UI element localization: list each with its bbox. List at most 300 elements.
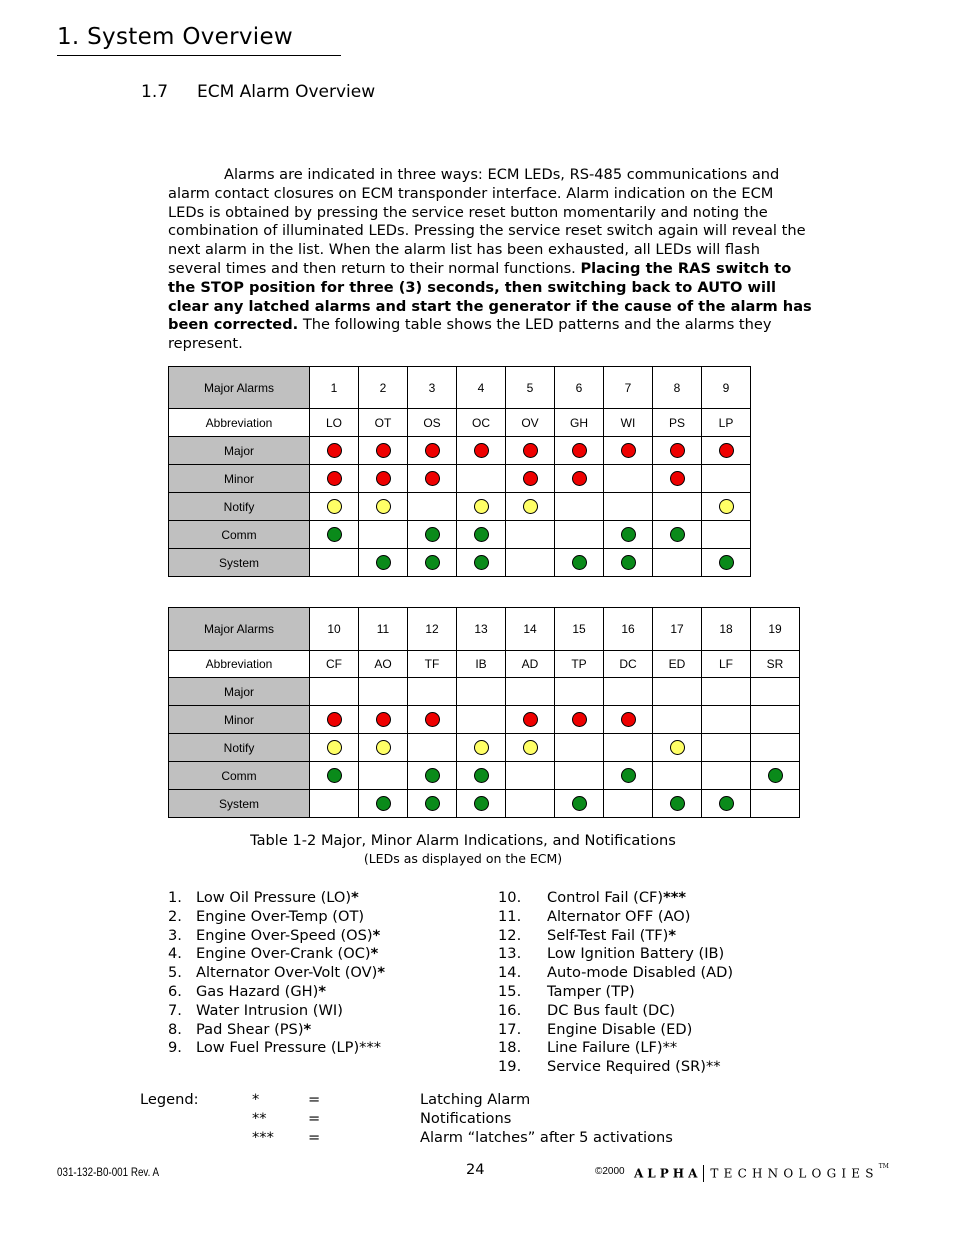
led-cell bbox=[604, 521, 653, 549]
alarm-list-right bbox=[498, 889, 733, 1077]
alarm-list-number: 2. bbox=[168, 907, 182, 925]
led-green-icon bbox=[376, 555, 391, 570]
led-green-icon bbox=[670, 796, 685, 811]
paragraph-bold-text: Placing the RAS switch to the STOP position for three (3) seconds, then switching back to AUTO will clear any latched alarms and start the generator if the cause of the alarm has been corrected. bbox=[168, 259, 812, 334]
alarm-list-item bbox=[168, 889, 385, 908]
alarm-number: 1 bbox=[310, 367, 359, 409]
led-cell bbox=[555, 678, 604, 706]
led-yellow-icon bbox=[474, 740, 489, 755]
alarm-number: 19 bbox=[751, 608, 800, 651]
alarm-number: 3 bbox=[408, 367, 457, 409]
led-red-icon bbox=[523, 443, 538, 458]
led-green-icon bbox=[768, 768, 783, 783]
alarm-list-item bbox=[168, 1021, 385, 1040]
led-cell bbox=[653, 521, 702, 549]
alarm-list-text: DC Bus fault (DC) bbox=[547, 1001, 676, 1019]
alarm-abbreviation: ED bbox=[653, 651, 702, 678]
led-cell bbox=[702, 521, 751, 549]
alarm-list-mark: * bbox=[372, 926, 381, 944]
alarm-list-number: 18. bbox=[498, 1039, 522, 1057]
alarm-abbreviation: IB bbox=[457, 651, 506, 678]
led-cell bbox=[408, 465, 457, 493]
table-caption-subtitle: (LEDs as displayed on the ECM) bbox=[363, 851, 563, 866]
alarm-list-item bbox=[498, 945, 733, 964]
abbreviation-label: Abbreviation bbox=[169, 651, 310, 678]
led-cell bbox=[653, 706, 702, 734]
alarm-number: 8 bbox=[653, 367, 702, 409]
led-cell bbox=[604, 465, 653, 493]
alarm-abbreviation: LP bbox=[702, 409, 751, 437]
row-label-system: System bbox=[169, 549, 310, 577]
alarm-list-mark: ** bbox=[662, 1039, 678, 1057]
alarm-list-mark: *** bbox=[359, 1039, 382, 1057]
led-cell bbox=[408, 493, 457, 521]
section-title: ECM Alarm Overview bbox=[197, 82, 376, 102]
alarm-list-number: 7. bbox=[168, 1001, 182, 1019]
row-label-major: Major bbox=[169, 678, 310, 706]
led-cell bbox=[653, 437, 702, 465]
alarm-abbreviation: TF bbox=[408, 651, 457, 678]
led-cell bbox=[408, 762, 457, 790]
led-cell bbox=[604, 762, 653, 790]
led-cell bbox=[653, 678, 702, 706]
led-cell bbox=[702, 549, 751, 577]
alarm-number: 5 bbox=[506, 367, 555, 409]
led-yellow-icon bbox=[327, 499, 342, 514]
led-cell bbox=[506, 493, 555, 521]
led-cell bbox=[359, 521, 408, 549]
led-cell bbox=[702, 678, 751, 706]
alarm-list-left bbox=[168, 889, 385, 1058]
led-green-icon bbox=[474, 796, 489, 811]
row-label-notify: Notify bbox=[169, 493, 310, 521]
led-cell bbox=[408, 521, 457, 549]
alarm-number: 10 bbox=[310, 608, 359, 651]
led-cell bbox=[604, 706, 653, 734]
legend-symbol: ** bbox=[252, 1109, 267, 1127]
led-cell bbox=[310, 678, 359, 706]
alarm-list-number: 8. bbox=[168, 1020, 182, 1038]
alarm-list-mark: * bbox=[303, 1020, 312, 1038]
led-cell bbox=[457, 790, 506, 818]
alarm-list-item bbox=[498, 889, 733, 908]
header-label: Major Alarms bbox=[169, 367, 310, 409]
led-cell bbox=[457, 706, 506, 734]
led-cell bbox=[751, 762, 800, 790]
alarm-abbreviation: AD bbox=[506, 651, 555, 678]
led-cell bbox=[653, 549, 702, 577]
alarm-list-text: Engine Over-Speed (OS) bbox=[196, 926, 373, 944]
led-green-icon bbox=[425, 768, 440, 783]
alarm-abbreviation: SR bbox=[751, 651, 800, 678]
alarm-list-text: Low Oil Pressure (LO) bbox=[196, 889, 352, 906]
led-cell bbox=[506, 678, 555, 706]
legend-meaning: Notifications bbox=[420, 1109, 512, 1127]
led-cell bbox=[555, 437, 604, 465]
led-cell bbox=[359, 493, 408, 521]
alarm-number: 9 bbox=[702, 367, 751, 409]
led-cell bbox=[506, 521, 555, 549]
led-cell bbox=[555, 521, 604, 549]
alarm-number: 16 bbox=[604, 608, 653, 651]
led-green-icon bbox=[327, 527, 342, 542]
led-yellow-icon bbox=[523, 499, 538, 514]
led-cell bbox=[702, 762, 751, 790]
alarm-number: 14 bbox=[506, 608, 555, 651]
led-green-icon bbox=[425, 527, 440, 542]
table-caption: Table 1-2 Major, Minor Alarm Indications, and Notifications bbox=[250, 832, 676, 849]
led-cell bbox=[457, 678, 506, 706]
led-cell bbox=[310, 465, 359, 493]
alarm-table-1 bbox=[168, 366, 751, 577]
legend-label: Legend: bbox=[140, 1091, 199, 1108]
led-red-icon bbox=[523, 471, 538, 486]
alarm-abbreviation: WI bbox=[604, 409, 653, 437]
alarm-table-2 bbox=[168, 607, 800, 818]
legend-equals: = bbox=[308, 1091, 321, 1108]
led-cell bbox=[604, 790, 653, 818]
led-cell bbox=[751, 734, 800, 762]
led-cell bbox=[310, 521, 359, 549]
led-cell bbox=[506, 437, 555, 465]
alarm-abbreviation: CF bbox=[310, 651, 359, 678]
alarm-list-text: Line Failure (LF) bbox=[547, 1039, 663, 1057]
led-yellow-icon bbox=[376, 740, 391, 755]
alarm-list-text: Gas Hazard (GH) bbox=[196, 982, 319, 1000]
led-red-icon bbox=[425, 471, 440, 486]
alarm-list-text: Low Ignition Battery (IB) bbox=[547, 945, 725, 963]
alarm-list-item bbox=[498, 983, 733, 1002]
intro-paragraph bbox=[168, 166, 813, 354]
alarm-number: 2 bbox=[359, 367, 408, 409]
led-cell bbox=[457, 762, 506, 790]
alarm-number: 7 bbox=[604, 367, 653, 409]
row-label-minor: Minor bbox=[169, 465, 310, 493]
alarm-list-item bbox=[168, 964, 385, 983]
alarm-list-number: 3. bbox=[168, 926, 182, 944]
alarm-list-text: Water Intrusion (WI) bbox=[196, 1001, 343, 1019]
led-cell bbox=[702, 465, 751, 493]
led-yellow-icon bbox=[670, 740, 685, 755]
row-label-comm: Comm bbox=[169, 762, 310, 790]
led-cell bbox=[506, 790, 555, 818]
led-cell bbox=[702, 734, 751, 762]
led-cell bbox=[604, 437, 653, 465]
led-cell bbox=[408, 706, 457, 734]
led-red-icon bbox=[572, 443, 587, 458]
led-cell bbox=[751, 706, 800, 734]
alarm-list-item bbox=[168, 1039, 385, 1058]
alarm-list-item bbox=[168, 1002, 385, 1021]
alarm-list-text: Control Fail (CF) bbox=[547, 889, 664, 906]
led-green-icon bbox=[670, 527, 685, 542]
led-red-icon bbox=[327, 443, 342, 458]
page-number: 24 bbox=[466, 1161, 485, 1178]
led-yellow-icon bbox=[376, 499, 391, 514]
led-cell bbox=[555, 493, 604, 521]
led-cell bbox=[310, 493, 359, 521]
led-red-icon bbox=[327, 471, 342, 486]
led-red-icon bbox=[425, 712, 440, 727]
alarm-list-item bbox=[498, 1058, 733, 1077]
led-cell bbox=[408, 437, 457, 465]
led-green-icon bbox=[425, 555, 440, 570]
led-cell bbox=[310, 549, 359, 577]
alarm-list-mark: *** bbox=[663, 889, 687, 906]
alarm-number: 12 bbox=[408, 608, 457, 651]
led-red-icon bbox=[327, 712, 342, 727]
logo-divider bbox=[703, 1165, 704, 1182]
alpha-technologies-logo bbox=[634, 1163, 889, 1183]
alarm-abbreviation: LF bbox=[702, 651, 751, 678]
led-cell bbox=[702, 706, 751, 734]
led-green-icon bbox=[474, 768, 489, 783]
alarm-list-number: 1. bbox=[168, 889, 182, 906]
alarm-list-mark: * bbox=[370, 945, 379, 963]
led-cell bbox=[408, 678, 457, 706]
led-cell bbox=[310, 734, 359, 762]
alarm-abbreviation: OT bbox=[359, 409, 408, 437]
alarm-number: 4 bbox=[457, 367, 506, 409]
led-red-icon bbox=[572, 712, 587, 727]
led-green-icon bbox=[474, 527, 489, 542]
alarm-list-text: Low Fuel Pressure (LP) bbox=[196, 1039, 360, 1057]
logo-technologies: TECHNOLOGIES bbox=[710, 1166, 879, 1181]
led-cell bbox=[555, 706, 604, 734]
led-yellow-icon bbox=[474, 499, 489, 514]
led-cell bbox=[359, 678, 408, 706]
led-cell bbox=[555, 762, 604, 790]
legend-equals: = bbox=[308, 1109, 321, 1127]
led-cell bbox=[310, 790, 359, 818]
led-cell bbox=[457, 465, 506, 493]
alarm-list-text: Auto-mode Disabled (AD) bbox=[547, 964, 734, 982]
alarm-abbreviation: TP bbox=[555, 651, 604, 678]
led-cell bbox=[359, 790, 408, 818]
led-cell bbox=[702, 790, 751, 818]
led-green-icon bbox=[621, 555, 636, 570]
alarm-list-text: Self-Test Fail (TF) bbox=[547, 926, 669, 944]
led-cell bbox=[653, 762, 702, 790]
led-cell bbox=[751, 790, 800, 818]
led-cell bbox=[310, 437, 359, 465]
section-heading bbox=[141, 82, 375, 102]
led-cell bbox=[506, 465, 555, 493]
alarm-list-item bbox=[498, 1039, 733, 1058]
alarm-number: 11 bbox=[359, 608, 408, 651]
paragraph-text-end: The following table shows the LED patterns and the alarms they represent. bbox=[168, 316, 772, 353]
led-cell bbox=[359, 762, 408, 790]
led-cell bbox=[408, 790, 457, 818]
legend-symbol: * bbox=[252, 1091, 260, 1108]
alarm-list-item bbox=[498, 964, 733, 983]
alarm-list-item bbox=[498, 1002, 733, 1021]
led-cell bbox=[506, 734, 555, 762]
led-cell bbox=[702, 493, 751, 521]
led-cell bbox=[359, 437, 408, 465]
alarm-abbreviation: OS bbox=[408, 409, 457, 437]
led-cell bbox=[359, 549, 408, 577]
led-red-icon bbox=[572, 471, 587, 486]
alarm-list-number: 14. bbox=[498, 964, 522, 982]
alarm-list-number: 15. bbox=[498, 982, 522, 1000]
led-cell bbox=[310, 706, 359, 734]
led-cell bbox=[359, 734, 408, 762]
alarm-number: 17 bbox=[653, 608, 702, 651]
led-cell bbox=[408, 549, 457, 577]
alarm-abbreviation: LO bbox=[310, 409, 359, 437]
alarm-list-text: Engine Over-Temp (OT) bbox=[196, 907, 365, 925]
row-label-minor: Minor bbox=[169, 706, 310, 734]
alarm-list-number: 5. bbox=[168, 964, 182, 982]
alarm-list-mark: * bbox=[668, 926, 677, 944]
led-green-icon bbox=[474, 555, 489, 570]
led-cell bbox=[604, 678, 653, 706]
logo-alpha: ALPHA bbox=[634, 1166, 702, 1181]
led-cell bbox=[604, 549, 653, 577]
led-red-icon bbox=[719, 443, 734, 458]
alarm-list-text: Alternator Over-Volt (OV) bbox=[196, 964, 378, 982]
legend-symbol: *** bbox=[252, 1128, 274, 1146]
led-red-icon bbox=[474, 443, 489, 458]
document-number: 031-132-B0-001 Rev. A bbox=[57, 1165, 160, 1179]
led-cell bbox=[604, 493, 653, 521]
alarm-list-number: 11. bbox=[498, 907, 522, 925]
alarm-number: 6 bbox=[555, 367, 604, 409]
alarm-list-item bbox=[168, 927, 385, 946]
led-green-icon bbox=[572, 796, 587, 811]
led-cell bbox=[555, 734, 604, 762]
led-red-icon bbox=[523, 712, 538, 727]
alarm-list-number: 10. bbox=[498, 889, 522, 906]
alarm-list-item bbox=[498, 908, 733, 927]
led-red-icon bbox=[376, 443, 391, 458]
row-label-major: Major bbox=[169, 437, 310, 465]
title-underline bbox=[57, 55, 341, 56]
alarm-list-number: 17. bbox=[498, 1020, 522, 1038]
alarm-list-mark: ** bbox=[705, 1058, 721, 1076]
led-cell bbox=[457, 493, 506, 521]
led-cell bbox=[653, 790, 702, 818]
alarm-list-number: 13. bbox=[498, 945, 522, 963]
led-green-icon bbox=[376, 796, 391, 811]
led-cell bbox=[359, 465, 408, 493]
legend-equals: = bbox=[308, 1128, 321, 1146]
alarm-list-mark: * bbox=[377, 964, 385, 982]
led-cell bbox=[653, 734, 702, 762]
led-cell bbox=[702, 437, 751, 465]
row-label-system: System bbox=[169, 790, 310, 818]
page-title: 1. System Overview bbox=[57, 24, 294, 50]
alarm-abbreviation: DC bbox=[604, 651, 653, 678]
led-cell bbox=[457, 437, 506, 465]
alarm-list-text: Alternator OFF (AO) bbox=[547, 907, 691, 925]
led-green-icon bbox=[719, 555, 734, 570]
legend-meaning: Latching Alarm bbox=[420, 1091, 531, 1108]
alarm-list-number: 6. bbox=[168, 982, 182, 1000]
section-number: 1.7 bbox=[141, 82, 169, 102]
alarm-number: 18 bbox=[702, 608, 751, 651]
led-red-icon bbox=[621, 443, 636, 458]
alarm-list-number: 12. bbox=[498, 926, 522, 944]
alarm-list-text: Engine Over-Crank (OC) bbox=[196, 945, 371, 963]
led-green-icon bbox=[425, 796, 440, 811]
led-cell bbox=[408, 734, 457, 762]
led-red-icon bbox=[376, 471, 391, 486]
led-cell bbox=[555, 465, 604, 493]
alarm-list-item bbox=[498, 927, 733, 946]
alarm-list-item bbox=[498, 1021, 733, 1040]
row-label-comm: Comm bbox=[169, 521, 310, 549]
led-cell bbox=[751, 678, 800, 706]
led-cell bbox=[359, 706, 408, 734]
alarm-list-number: 16. bbox=[498, 1001, 522, 1019]
alarm-abbreviation: GH bbox=[555, 409, 604, 437]
alarm-number: 15 bbox=[555, 608, 604, 651]
alarm-list-number: 9. bbox=[168, 1039, 182, 1057]
alarm-list-item bbox=[168, 908, 385, 927]
led-cell bbox=[506, 762, 555, 790]
alarm-list-text: Engine Disable (ED) bbox=[547, 1020, 693, 1038]
alarm-list-item bbox=[168, 945, 385, 964]
led-red-icon bbox=[670, 471, 685, 486]
led-green-icon bbox=[719, 796, 734, 811]
logo-trademark: TM bbox=[878, 1163, 889, 1170]
led-red-icon bbox=[425, 443, 440, 458]
paragraph-text: Alarms are indicated in three ways: ECM LEDs, RS-485 communications and alarm contact closures on ECM transponder interface. Alarm indication on the ECM LEDs is obtained by pressing the service reset button momentarily and noting the combination of illuminated LEDs. Pressing the service reset switch again will reveal the next alarm in the list. When the alarm list has been exhausted, all LEDs will flash several times and then return to their normal functions. bbox=[168, 166, 806, 277]
alarm-abbreviation: OC bbox=[457, 409, 506, 437]
copyright: ©2000 bbox=[595, 1166, 625, 1177]
alarm-list-text: Tamper (TP) bbox=[547, 982, 635, 1000]
led-cell bbox=[310, 762, 359, 790]
alarm-abbreviation: AO bbox=[359, 651, 408, 678]
alarm-list-text: Service Required (SR) bbox=[547, 1058, 706, 1076]
led-yellow-icon bbox=[523, 740, 538, 755]
alarm-abbreviation: OV bbox=[506, 409, 555, 437]
led-yellow-icon bbox=[719, 499, 734, 514]
led-cell bbox=[457, 734, 506, 762]
alarm-list-number: 4. bbox=[168, 945, 182, 963]
led-cell bbox=[457, 521, 506, 549]
alarm-list-mark: * bbox=[351, 889, 359, 906]
led-green-icon bbox=[327, 768, 342, 783]
alarm-abbreviation: PS bbox=[653, 409, 702, 437]
led-yellow-icon bbox=[327, 740, 342, 755]
led-cell bbox=[653, 465, 702, 493]
led-red-icon bbox=[376, 712, 391, 727]
alarm-list-mark: * bbox=[318, 982, 326, 1000]
led-green-icon bbox=[621, 527, 636, 542]
led-green-icon bbox=[621, 768, 636, 783]
header-label: Major Alarms bbox=[169, 608, 310, 651]
led-red-icon bbox=[621, 712, 636, 727]
row-label-notify: Notify bbox=[169, 734, 310, 762]
led-cell bbox=[506, 706, 555, 734]
abbreviation-label: Abbreviation bbox=[169, 409, 310, 437]
alarm-list-text: Pad Shear (PS) bbox=[196, 1020, 304, 1038]
led-cell bbox=[555, 790, 604, 818]
led-cell bbox=[653, 493, 702, 521]
led-green-icon bbox=[572, 555, 587, 570]
led-red-icon bbox=[670, 443, 685, 458]
led-cell bbox=[555, 549, 604, 577]
led-cell bbox=[457, 549, 506, 577]
alarm-number: 13 bbox=[457, 608, 506, 651]
led-cell bbox=[506, 549, 555, 577]
alarm-list-item bbox=[168, 983, 385, 1002]
legend-meaning: Alarm “latches” after 5 activations bbox=[420, 1128, 673, 1146]
led-cell bbox=[604, 734, 653, 762]
